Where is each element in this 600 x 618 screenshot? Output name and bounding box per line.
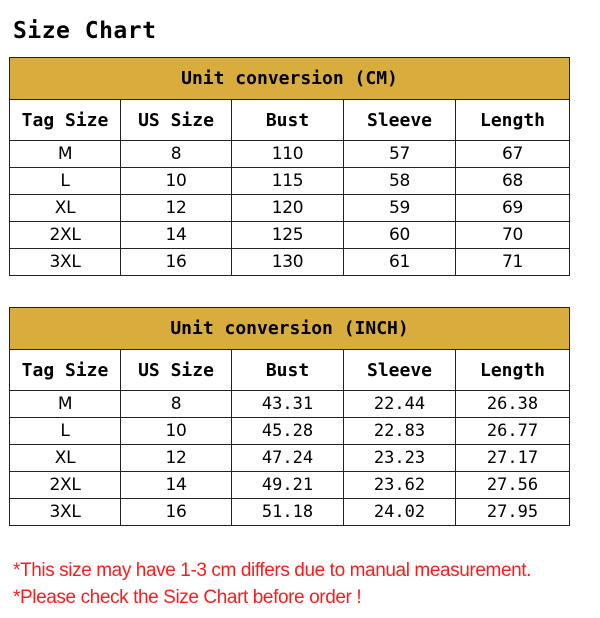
cell-sleeve: 23.23	[344, 445, 456, 472]
cell-tag-size: XL	[10, 195, 121, 222]
cell-bust: 120	[232, 195, 344, 222]
cell-length: 68	[456, 168, 570, 195]
table-row	[10, 222, 570, 249]
cell-length: 26.38	[456, 391, 570, 418]
cell-bust: 115	[232, 168, 344, 195]
cell-bust: 110	[232, 141, 344, 168]
cell-sleeve: 23.62	[344, 472, 456, 499]
column-header-length: Length	[456, 350, 570, 391]
cell-length: 71	[456, 249, 570, 276]
cell-us-size: 14	[121, 472, 232, 499]
cell-length: 27.17	[456, 445, 570, 472]
table-body-cm	[10, 141, 570, 276]
size-table-inch	[9, 307, 570, 526]
column-header-us-size: US Size	[121, 100, 232, 141]
cell-sleeve: 59	[344, 195, 456, 222]
cell-bust: 45.28	[232, 418, 344, 445]
cell-us-size: 16	[121, 249, 232, 276]
cell-us-size: 12	[121, 195, 232, 222]
cell-us-size: 10	[121, 418, 232, 445]
cell-bust: 51.18	[232, 499, 344, 526]
cell-us-size: 16	[121, 499, 232, 526]
size-table-cm	[9, 57, 570, 276]
cell-tag-size: 2XL	[10, 222, 121, 249]
column-header-us-size: US Size	[121, 350, 232, 391]
column-header-tag-size: Tag Size	[10, 100, 121, 141]
cell-sleeve: 22.83	[344, 418, 456, 445]
cell-sleeve: 60	[344, 222, 456, 249]
cell-tag-size: XL	[10, 445, 121, 472]
column-header-sleeve: Sleeve	[344, 100, 456, 141]
cell-bust: 47.24	[232, 445, 344, 472]
table-row	[10, 499, 570, 526]
cell-bust: 130	[232, 249, 344, 276]
table-row	[10, 168, 570, 195]
cell-tag-size: 2XL	[10, 472, 121, 499]
cell-us-size: 8	[121, 391, 232, 418]
cell-sleeve: 58	[344, 168, 456, 195]
cell-tag-size: M	[10, 141, 121, 168]
cell-tag-size: 3XL	[10, 499, 121, 526]
size-notes	[13, 557, 531, 611]
cell-sleeve: 24.02	[344, 499, 456, 526]
note-measurement-difference: *This size may have 1-3 cm differs due to manual measurement.	[13, 560, 532, 581]
cell-tag-size: L	[10, 418, 121, 445]
cell-us-size: 10	[121, 168, 232, 195]
table-row	[10, 141, 570, 168]
table-row	[10, 249, 570, 276]
cell-tag-size: 3XL	[10, 249, 121, 276]
cell-length: 70	[456, 222, 570, 249]
table-heading-inch: Unit conversion (INCH)	[10, 308, 570, 350]
column-header-bust: Bust	[232, 100, 344, 141]
cell-bust: 43.31	[232, 391, 344, 418]
cell-bust: 49.21	[232, 472, 344, 499]
cell-length: 69	[456, 195, 570, 222]
cell-sleeve: 22.44	[344, 391, 456, 418]
cell-us-size: 14	[121, 222, 232, 249]
table-row	[10, 391, 570, 418]
table-body-inch	[10, 391, 570, 526]
table-row	[10, 472, 570, 499]
cell-length: 26.77	[456, 418, 570, 445]
cell-sleeve: 61	[344, 249, 456, 276]
cell-tag-size: L	[10, 168, 121, 195]
cell-us-size: 8	[121, 141, 232, 168]
page-title: Size Chart	[13, 18, 157, 44]
cell-length: 27.95	[456, 499, 570, 526]
cell-length: 27.56	[456, 472, 570, 499]
table-row	[10, 445, 570, 472]
column-header-sleeve: Sleeve	[344, 350, 456, 391]
column-header-tag-size: Tag Size	[10, 350, 121, 391]
cell-length: 67	[456, 141, 570, 168]
column-header-length: Length	[456, 100, 570, 141]
note-check-size-chart: *Please check the Size Chart before order !	[13, 587, 362, 608]
table-heading-cm: Unit conversion (CM)	[10, 58, 570, 100]
column-header-bust: Bust	[232, 350, 344, 391]
cell-tag-size: M	[10, 391, 121, 418]
cell-bust: 125	[232, 222, 344, 249]
cell-us-size: 12	[121, 445, 232, 472]
table-row	[10, 418, 570, 445]
cell-sleeve: 57	[344, 141, 456, 168]
table-row	[10, 195, 570, 222]
